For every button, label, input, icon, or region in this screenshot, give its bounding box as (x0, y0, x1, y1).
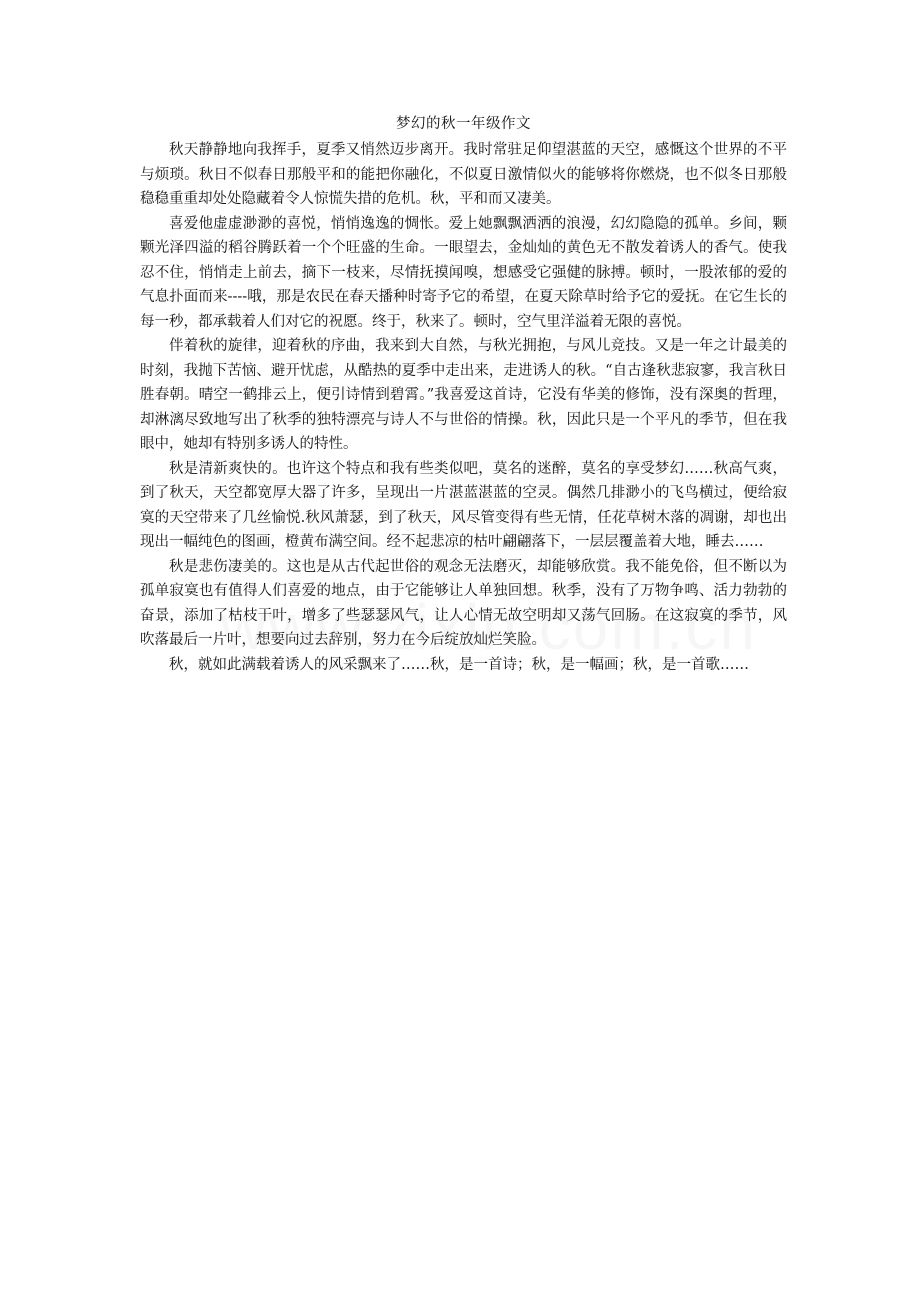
paragraph-3: 伴着秋的旋律，迎着秋的序曲，我来到大自然，与秋光拥抱，与风儿竞技。又是一年之计最美的时刻，我抛下苦恼、避开忧虑，从酷热的夏季中走出来，走进诱人的秋。“自古逢秋悲寂寥，我言秋日胜春朝。晴空一鹤排云上，便引诗情到碧霄。”我喜爱这首诗，它没有华美的修饰，没有深奥的哲理，却淋漓尽致地写出了秋季的独特漂亮与诗人不与世俗的情操。秋，因此只是一个平凡的季节，但在我眼中，她却有特别多诱人的特性。 (140, 338, 787, 452)
paragraph-6: 秋，就如此满载着诱人的风采飘来了……秋，是一首诗；秋，是一幅画；秋，是一首歌…… (169, 656, 749, 673)
paragraph-5: 秋是悲伤凄美的。这也是从古代起世俗的观念无法磨灭，却能够欣赏。我不能免俗，但不断以为孤单寂寞也有值得人们喜爱的地点，由于它能够让人单独回想。秋季，没有了万物争鸣、活力勃勃的奋景，添加了枯枝干叶，增多了些瑟瑟风气，让人心情无故空明却又荡气回肠。在这寂寞的季节，风吹落最后一片叶，想要向过去辞别，努力在今后绽放灿烂笑脸。 (140, 558, 787, 648)
paragraph-2: 喜爱他虚虚渺渺的喜悦，悄悄逸逸的惆怅。爱上她飘飘洒洒的浪漫，幻幻隐隐的孤单。乡间，颗颗光泽四溢的稻谷腾跃着一个个旺盛的生命。一眼望去，金灿灿的黄色无不散发着诱人的香气。使我忍不住，悄悄走上前去，摘下一枝来，尽情抚摸闻嗅，想感受它强健的脉搏。顿时，一股浓郁的爱的气息扑面而来----哦，那是农民在春天播种时寄予它的希望，在夏天除草时给予它的爱抚。在它生长的每一秒，都承载着人们对它的祝愿。终于，秋来了。顿时，空气里洋溢着无限的喜悦。 (140, 215, 787, 330)
paragraph-4: 秋是清新爽快的。也许这个特点和我有些类似吧，莫名的迷醉，莫名的享受梦幻……秋高气爽，到了秋天，天空都宽厚大器了许多，呈现出一片湛蓝湛蓝的空灵。偶然几排渺小的飞鸟横过，便给寂寞的天空带来了几丝愉悦.秋风萧瑟，到了秋天，风尽管变得有些无情，任花草树木落的凋谢，却也出现出一幅纯色的图画，橙黄布满空间。经不起悲凉的枯叶翩翩落下，一层层覆盖着大地，睡去…… (140, 460, 787, 550)
paragraph-1: 秋天静静地向我挥手，夏季又悄然迈步离开。我时常驻足仰望湛蓝的天空，感慨这个世界的不平与烦琐。秋日不似春日那般平和的能把你融化，不似夏日激情似火的能够将你燃烧，也不似冬日那般稳稳重重却处处隐藏着令人惊慌失措的危机。秋，平和而又凄美。 (140, 142, 787, 207)
document-title: 梦幻的秋一年级作文 (396, 116, 531, 132)
document-page (140, 112, 787, 677)
